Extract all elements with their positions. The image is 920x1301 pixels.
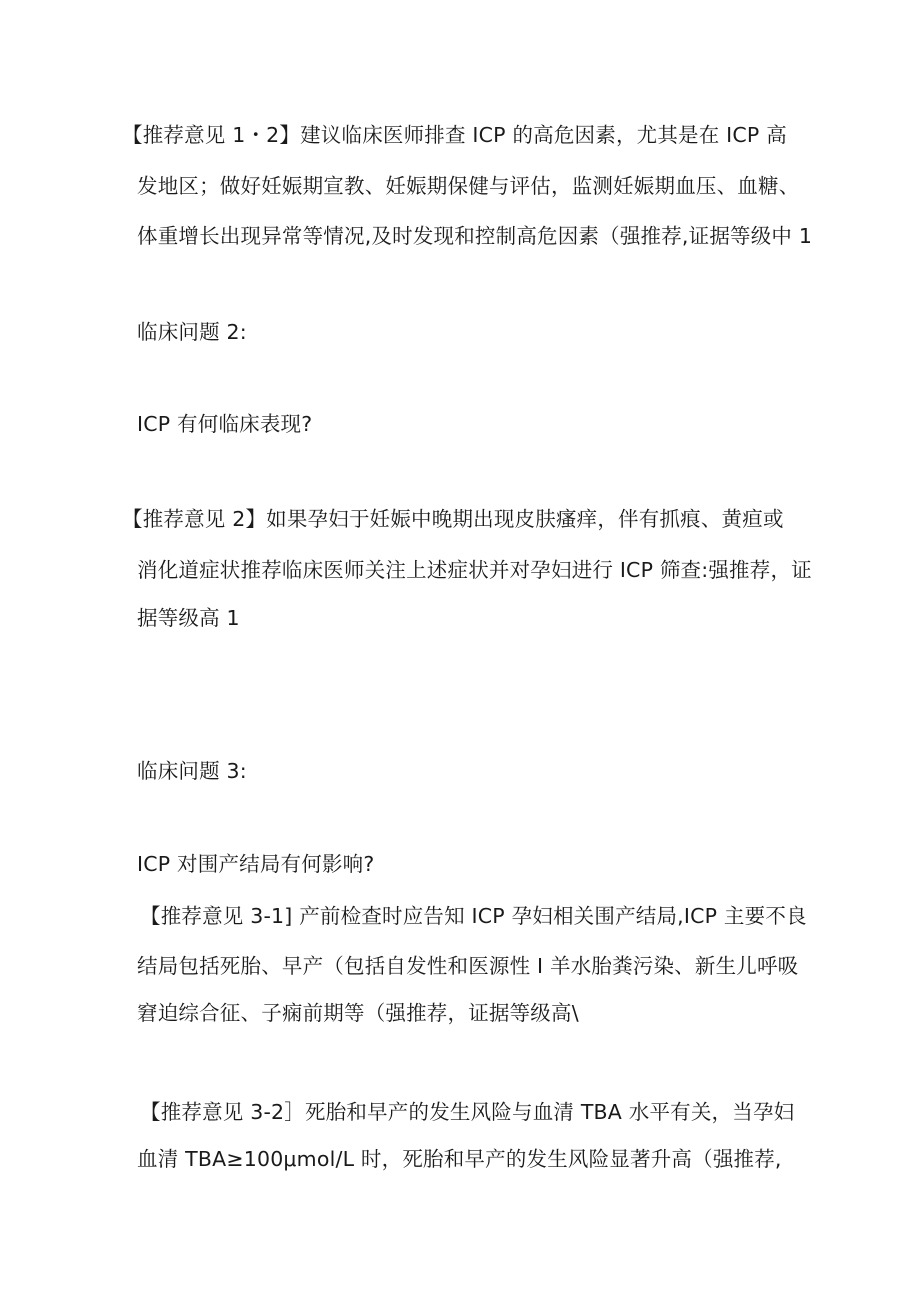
clinical-question-2-label: 临床问题 2: [137,320,247,344]
text-line: 【推荐意见 2】如果孕妇于妊娠中晚期出现皮肤瘙痒，伴有抓痕、黄疸或 [122,507,784,531]
clinical-question-3-label: 临床问题 3: [137,759,247,783]
clinical-question-3-text: ICP 对围产结局有何影响? [137,852,375,876]
text-line: 【推荐意见 1・2】建议临床医师排查 ICP 的高危因素，尤其是在 ICP 高 [122,123,787,147]
text-line: 结局包括死胎、早产（包括自发性和医源性 I 羊水胎粪污染、新生儿呼吸 [137,954,799,978]
text-line: 体重增长出现异常等情况,及时发现和控制高危因素（强推荐,证据等级中 1 [137,224,813,248]
text-line: 【推荐意见 3-1] 产前检查时应告知 ICP 孕妇相关围产结局,ICP 主要不良 [140,904,807,928]
text-line: 消化道症状推荐临床医师关注上述症状并对孕妇进行 ICP 筛查:强推荐，证 [137,558,812,582]
text-line: 血清 TBA≥100μmol∕L 时，死胎和早产的发生风险显著升高（强推荐, [137,1147,782,1171]
clinical-question-2-text: ICP 有何临床表现? [137,412,313,436]
text-line: 【推荐意见 3-2］死胎和早产的发生风险与血清 TBA 水平有关，当孕妇 [140,1100,795,1124]
text-line: 窘迫综合征、子痫前期等（强推荐，证据等级高\ [137,1001,579,1025]
text-line: 发地区；做好妊娠期宣教、妊娠期保健与评估，监测妊娠期血压、血糖、 [137,174,800,198]
text-line: 据等级高 1 [137,606,240,630]
